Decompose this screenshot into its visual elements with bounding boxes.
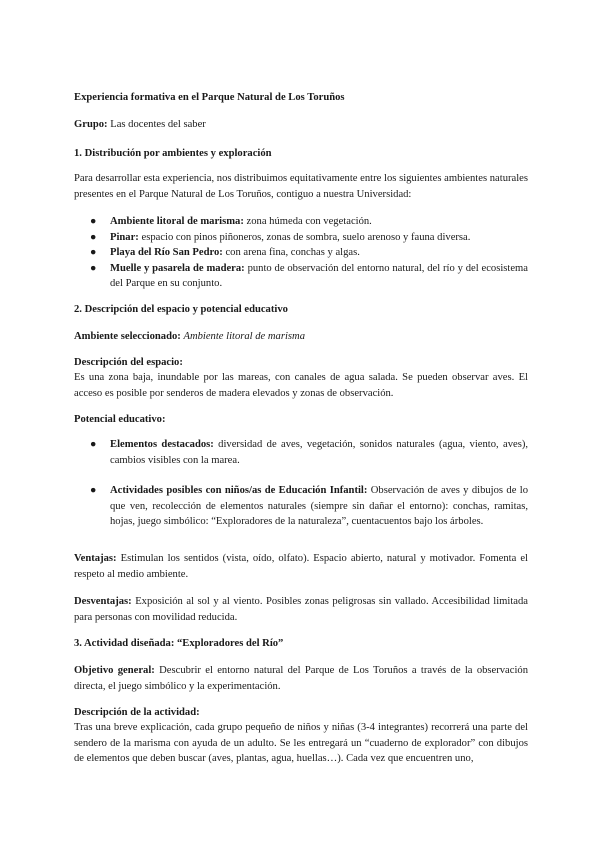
bullet-icon: ● bbox=[90, 485, 97, 496]
list-item: ● Pinar: espacio con pinos piñoneros, zonas de sombra, suelo arenoso y fauna diversa. bbox=[74, 230, 528, 246]
objective-paragraph: Objetivo general: Descubrir el entorno natural del Parque de Los Toruños a través de la observación directa, el juego simbólico y la experimentación. bbox=[74, 665, 529, 692]
group-line bbox=[74, 117, 528, 133]
group-value: Las docentes del saber bbox=[110, 119, 206, 130]
section-1-heading: 1. Distribución por ambientes y exploración bbox=[74, 148, 272, 159]
bullet-icon: ● bbox=[90, 247, 97, 258]
list-item: ● Actividades posibles con niños/as de Educación Infantil: Observación de aves y dibujos de lo que ven, recolección de elementos naturales (siempre sin dañar el entorno): conchas, ramitas, hojas, juego simbólico: “Exploradores de la naturaleza”, cuentacuentos bajo los árboles. bbox=[90, 485, 528, 527]
environments-list bbox=[74, 214, 528, 292]
selected-environment: Ambiente seleccionado: Ambiente litoral de marisma bbox=[74, 331, 305, 342]
activity-description-heading: Descripción de la actividad: bbox=[74, 707, 200, 718]
space-description-text: Es una zona baja, inundable por las mareas, con canales de agua salada. Se pueden observar aves. El acceso es posible por senderos de madera elevados y zonas de observación. bbox=[74, 372, 528, 399]
potential-heading: Potencial educativo: bbox=[74, 414, 166, 425]
potential-list bbox=[74, 437, 528, 530]
document-title: Experiencia formativa en el Parque Natural de Los Toruños bbox=[74, 92, 345, 103]
list-item: ● Ambiente litoral de marisma: zona húmeda con vegetación. bbox=[74, 214, 528, 230]
section-2-heading: 2. Descripción del espacio y potencial educativo bbox=[74, 304, 288, 315]
list-item: ● Playa del Río San Pedro: con arena fina, conchas y algas. bbox=[74, 245, 528, 261]
section-3-heading: 3. Actividad diseñada: “Exploradores del Río” bbox=[74, 638, 284, 649]
group-label: Grupo: bbox=[74, 119, 108, 130]
bullet-icon: ● bbox=[90, 216, 97, 227]
bullet-icon: ● bbox=[90, 262, 97, 274]
section-1-intro: Para desarrollar esta experiencia, nos distribuimos equitativamente entre los siguientes ambientes naturales presentes en el Parque Natural de Los Toruños, contiguo a nuestra Universidad: bbox=[74, 173, 528, 200]
disadvantages-paragraph: Desventajas: Exposición al sol y al viento. Posibles zonas peligrosas sin vallado. Accesibilidad limitada para personas con movilidad reducida. bbox=[74, 596, 528, 623]
advantages-paragraph: Ventajas: Estimulan los sentidos (vista, oído, olfato). Espacio abierto, natural y motivador. Fomenta el respeto al medio ambiente. bbox=[74, 553, 528, 580]
list-item: ● Elementos destacados: diversidad de aves, vegetación, sonidos naturales (agua, viento, aves), cambios visibles con la marea. bbox=[90, 439, 529, 466]
bullet-icon: ● bbox=[90, 439, 97, 450]
bullet-icon: ● bbox=[90, 231, 97, 243]
list-item: ● Muelle y pasarela de madera: punto de observación del entorno natural, del río y del ecosistema del Parque en su conjunto. bbox=[90, 262, 529, 289]
space-description-heading: Descripción del espacio: bbox=[74, 357, 183, 368]
activity-description-text: Tras una breve explicación, cada grupo pequeño de niños y niñas (3-4 integrantes) recorrerá una parte del sendero de la marisma con ayuda de un adulto. Se les entregará un “cuaderno de explorador” con dibujos de elementos que deben buscar (aves, plantas, agua, huellas…). Cada vez que encuentren uno, bbox=[74, 722, 528, 764]
